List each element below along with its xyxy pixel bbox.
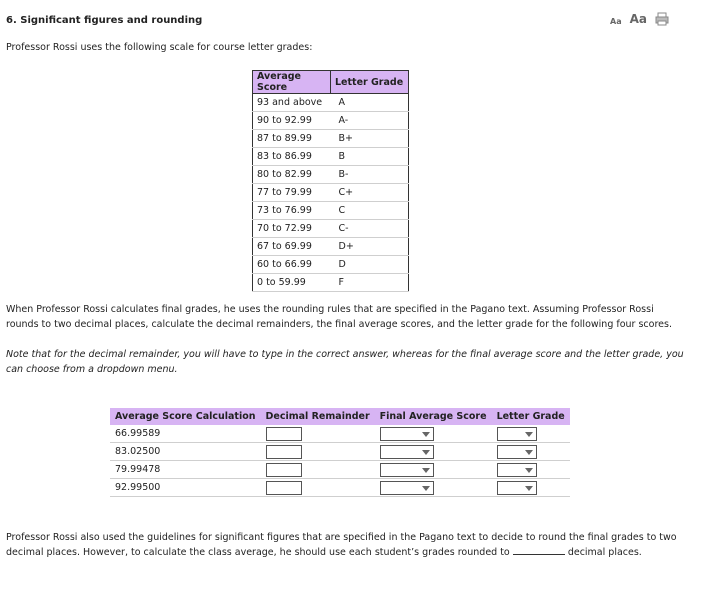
scale-grade-cell: A- (331, 112, 409, 130)
final-average-cell (375, 443, 492, 461)
final-average-score-dropdown[interactable] (380, 463, 434, 477)
scale-row (253, 256, 409, 274)
calc-row (110, 461, 570, 479)
note-paragraph: Note that for the decimal remainder, you will have to type in the correct answer, whereas for the final average score and the letter grade, you can choose from a dropdown menu. (6, 349, 684, 375)
letter-grade-dropdown[interactable] (497, 463, 537, 477)
average-score-value: 83.02500 (110, 443, 261, 461)
scale-row (253, 130, 409, 148)
scale-grade-cell: C- (331, 220, 409, 238)
header-final-average-score: Final Average Score (375, 408, 492, 425)
dropdown-arrow-icon (525, 486, 533, 491)
letter-grade-dropdown[interactable] (497, 445, 537, 459)
decimal-remainder-cell (261, 479, 375, 497)
decimal-remainder-cell (261, 425, 375, 443)
letter-grade-dropdown[interactable] (497, 481, 537, 495)
header-letter-grade: Letter Grade (492, 408, 570, 425)
scale-score-cell: 90 to 92.99 (253, 112, 331, 130)
header-average-score: Average Score (253, 71, 331, 94)
toolbar (610, 12, 669, 26)
final-average-score-dropdown[interactable] (380, 427, 434, 441)
calc-row (110, 479, 570, 497)
scale-score-cell: 60 to 66.99 (253, 256, 331, 274)
final-average-cell (375, 461, 492, 479)
scale-grade-cell: F (331, 274, 409, 292)
header-average-score-calculation: Average Score Calculation (110, 408, 261, 425)
scale-grade-cell: D (331, 256, 409, 274)
scale-score-cell: 87 to 89.99 (253, 130, 331, 148)
decimal-remainder-input[interactable] (266, 463, 302, 477)
decimal-remainder-cell (261, 461, 375, 479)
final-average-score-dropdown[interactable] (380, 445, 434, 459)
scale-row (253, 220, 409, 238)
letter-grade-cell (492, 479, 570, 497)
final-average-score-dropdown[interactable] (380, 481, 434, 495)
scale-grade-cell: C (331, 202, 409, 220)
print-icon[interactable] (655, 12, 669, 26)
dropdown-arrow-icon (422, 486, 430, 491)
scale-grade-cell: A (331, 94, 409, 112)
dropdown-arrow-icon (422, 432, 430, 437)
letter-grade-cell (492, 461, 570, 479)
scale-row (253, 94, 409, 112)
final-average-cell (375, 425, 492, 443)
decimal-remainder-input[interactable] (266, 445, 302, 459)
letter-grade-dropdown[interactable] (497, 427, 537, 441)
dropdown-arrow-icon (525, 450, 533, 455)
scale-grade-cell: D+ (331, 238, 409, 256)
closing-text-part2: decimal places. (567, 547, 642, 558)
decimal-remainder-input[interactable] (266, 427, 302, 441)
text-size-large-button[interactable]: Aa (629, 12, 647, 26)
decimal-remainder-input[interactable] (266, 481, 302, 495)
scale-grade-cell: B+ (331, 130, 409, 148)
intro-text: Professor Rossi uses the following scale for course letter grades: (6, 42, 313, 53)
letter-grade-cell (492, 425, 570, 443)
average-score-value: 92.99500 (110, 479, 261, 497)
header-decimal-remainder: Decimal Remainder (261, 408, 375, 425)
average-score-value: 79.99478 (110, 461, 261, 479)
scale-grade-cell: B- (331, 166, 409, 184)
scale-score-cell: 0 to 59.99 (253, 274, 331, 292)
grade-scale-table (252, 70, 409, 292)
scale-row (253, 274, 409, 292)
closing-paragraph (6, 530, 686, 560)
scale-grade-cell: C+ (331, 184, 409, 202)
scale-row (253, 184, 409, 202)
decimal-places-blank-input[interactable] (513, 545, 565, 555)
scale-row (253, 112, 409, 130)
scale-row (253, 148, 409, 166)
calc-row (110, 425, 570, 443)
header-letter-grade: Letter Grade (331, 71, 409, 94)
dropdown-arrow-icon (422, 468, 430, 473)
scale-score-cell: 67 to 69.99 (253, 238, 331, 256)
dropdown-arrow-icon (525, 432, 533, 437)
instructions-paragraph: When Professor Rossi calculates final grades, he uses the rounding rules that are specified in the Pagano text. Assuming Professor Rossi rounds to two decimal places, calculate the decimal remainders, the final average scores, and the letter grade for the following four scores. (6, 304, 672, 330)
scale-score-cell: 80 to 82.99 (253, 166, 331, 184)
calc-row (110, 443, 570, 461)
scale-row (253, 202, 409, 220)
text-size-small-button[interactable]: Aa (610, 17, 622, 26)
question-title: 6. Significant figures and rounding (6, 15, 203, 26)
closing-text-part1: Professor Rossi also used the guidelines for significant figures that are specified in the Pagano text to decide to round the final grades to two decimal places. However, to calculate the class average, he should use each student’s grades rounded to (6, 532, 677, 558)
scale-score-cell: 77 to 79.99 (253, 184, 331, 202)
average-score-value: 66.99589 (110, 425, 261, 443)
dropdown-arrow-icon (525, 468, 533, 473)
letter-grade-cell (492, 443, 570, 461)
scale-score-cell: 93 and above (253, 94, 331, 112)
final-average-cell (375, 479, 492, 497)
scale-row (253, 238, 409, 256)
scale-score-cell: 83 to 86.99 (253, 148, 331, 166)
scale-grade-cell: B (331, 148, 409, 166)
calculation-table (110, 408, 570, 497)
dropdown-arrow-icon (422, 450, 430, 455)
decimal-remainder-cell (261, 443, 375, 461)
scale-row (253, 166, 409, 184)
scale-score-cell: 73 to 76.99 (253, 202, 331, 220)
scale-score-cell: 70 to 72.99 (253, 220, 331, 238)
